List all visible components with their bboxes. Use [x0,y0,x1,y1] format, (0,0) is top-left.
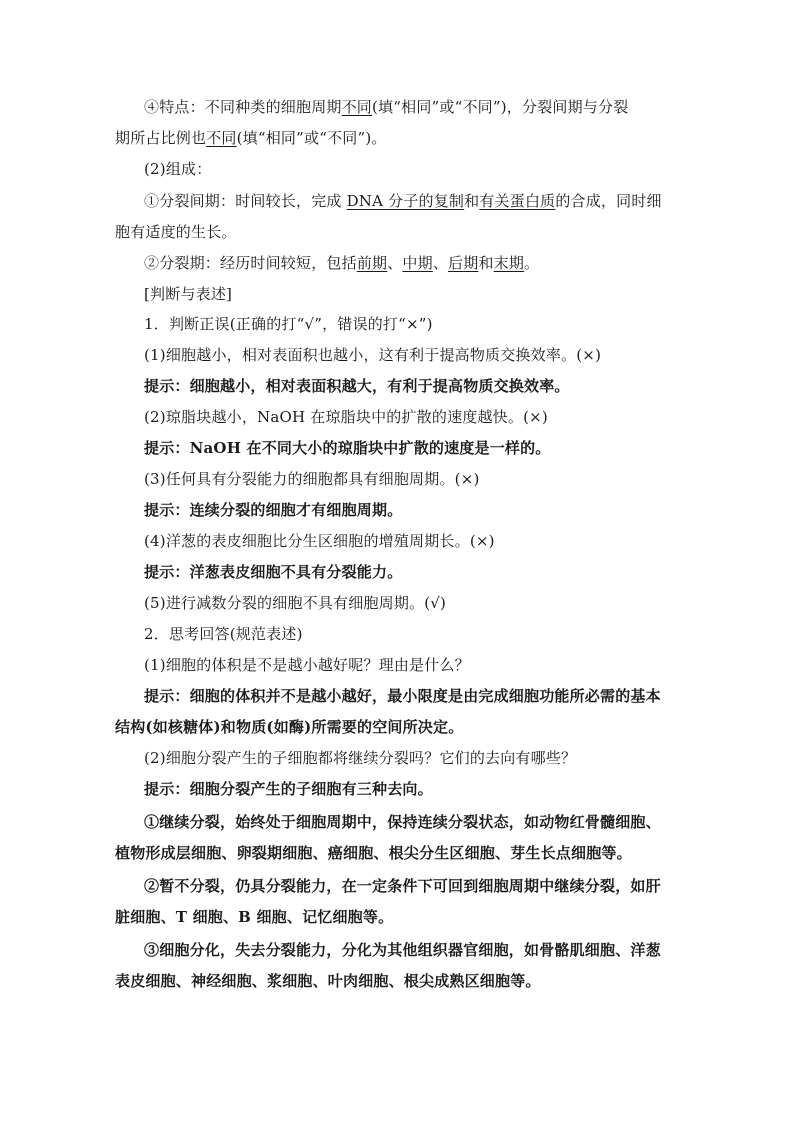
statement: (3)任何具有分裂能力的细胞都具有细胞周期。(×) [144,470,480,488]
answer-blank: DNA 分子的复制 [346,192,465,210]
hint: 提示：连续分裂的细胞才有细胞周期。 [144,501,403,519]
question-heading: 2．思考回答(规范表述) [144,625,303,643]
hint-item: ③细胞分化，失去分裂能力，分化为其他组织器官细胞，如骨骼肌细胞、洋葱 [144,941,661,959]
statement: (1)细胞越小，相对表面积也越小，这有利于提高物质交换效率。(×) [144,346,602,364]
section-heading: [判断与表述] [144,285,233,303]
hint: 提示：细胞越小，相对表面积越大，有利于提高物质交换效率。 [144,377,570,395]
interphase-line: ①分裂间期：时间较长，完成 DNA 分子的复制和有关蛋白质的合成，同时细 [144,192,662,210]
hint-item-continued: 脏细胞、T 细胞、B 细胞、记忆细胞等。 [115,908,394,926]
statement: (2)琼脂块越小，NaOH 在琼脂块中的扩散的速度越快。(×) [144,408,548,426]
mitotic-phase-line: ②分裂期：经历时间较短，包括前期、中期、后期和末期。 [144,254,540,272]
hint-item: ①继续分裂，始终处于细胞周期中，保持连续分裂状态，如动物红骨髓细胞、 [144,813,661,831]
answer-blank: 后期 [448,254,479,272]
answer-blank: 不同 [206,129,237,147]
question-heading: 1．判断正误(正确的打“√”，错误的打“×”) [144,315,433,333]
interphase-line-continued: 胞有适度的生长。 [115,223,237,241]
answer-blank: 前期 [356,254,388,272]
answer-blank: 末期 [493,254,525,272]
hint-continued: 结构(如核糖体)和物质(如酶)所需要的空间所决定。 [115,718,464,736]
hint: 提示：细胞的体积并不是越小越好，最小限度是由完成细胞功能所必需的基本 [144,687,661,705]
hint: 提示：细胞分裂产生的子细胞有三种去向。 [144,780,433,798]
question: (1)细胞的体积是不是越小越好呢？理由是什么？ [144,656,470,674]
feature-line: ④特点：不同种类的细胞周期不同(填“相同”或“不同”)，分裂间期与分裂 [144,98,629,116]
answer-blank: 有关蛋白质 [479,192,556,210]
statement: (4)洋葱的表皮细胞比分生区细胞的增殖周期长。(×) [144,532,495,550]
hint-item-continued: 植物形成层细胞、卵裂期细胞、癌细胞、根尖分生区细胞、芽生长点细胞等。 [115,844,632,862]
hint-item: ②暂不分裂，仍具分裂能力，在一定条件下可回到细胞周期中继续分裂，如肝 [144,877,661,895]
answer-blank: 中期 [402,254,433,272]
feature-line-continued: 期所占比例也不同(填“相同”或“不同”)。 [115,129,387,147]
statement: (5)进行减数分裂的细胞不具有细胞周期。(√) [144,594,447,612]
hint-item-continued: 表皮细胞、神经细胞、浆细胞、叶肉细胞、根尖成熟区细胞等。 [115,972,541,990]
hint: 提示：NaOH 在不同大小的琼脂块中扩散的速度是一样的。 [144,439,551,457]
question: (2)细胞分裂产生的子细胞都将继续分裂吗？它们的去向有哪些？ [144,749,577,767]
composition-heading: (2)组成： [144,160,212,178]
answer-blank: 不同 [341,98,373,116]
hint: 提示：洋葱表皮细胞不具有分裂能力。 [144,563,403,581]
